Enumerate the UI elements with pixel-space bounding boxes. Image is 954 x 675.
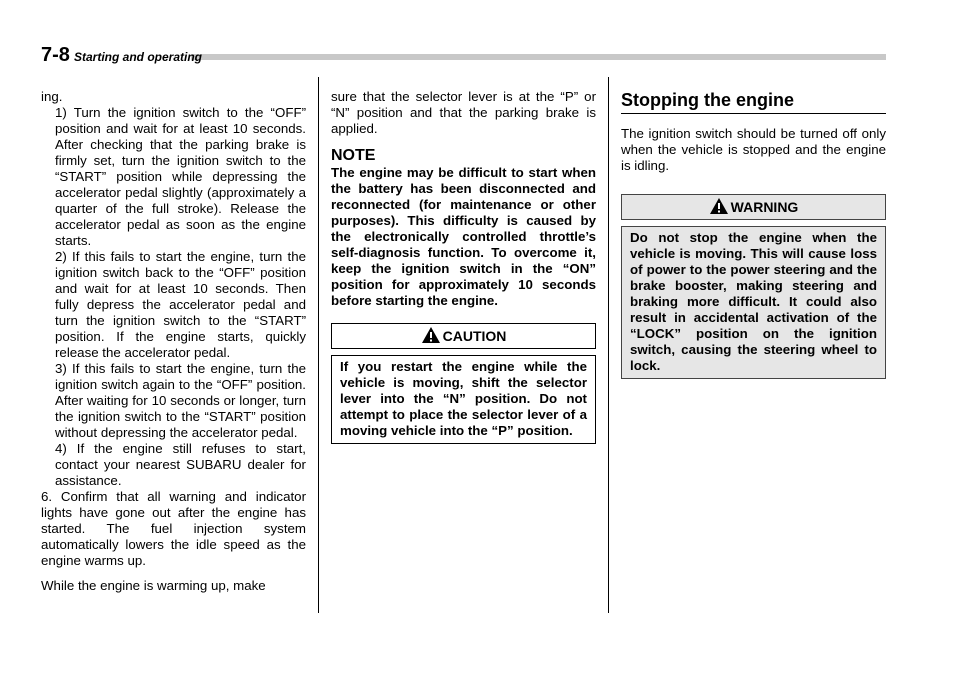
- continuation-text: ing.: [41, 89, 63, 104]
- warming-up-paragraph: While the engine is warming up, make: [41, 578, 266, 593]
- column-divider-2: [608, 77, 609, 613]
- caution-label: CAUTION: [442, 328, 507, 344]
- warning-header: [621, 194, 886, 220]
- warning-label: WARNING: [730, 199, 799, 215]
- caution-header: [331, 323, 596, 349]
- page-header: [41, 44, 886, 66]
- note-heading: NOTE: [331, 147, 376, 164]
- left-column: [41, 89, 306, 594]
- warning-body: Do not stop the engine when the vehicle is moving. This will cause loss of power to the power steering and the brake booster, making steering and braking more difficult. It could also result in accidental activation of the “LOCK” position on the ignition switch, causing the steering wheel to lock.: [621, 226, 886, 379]
- step-1: 1) Turn the ignition switch to the “OFF” position and wait for at least 10 seconds. After checking that the parking brake is firmly set, turn the ignition switch to the “START” position while depressing the accelerator pedal slightly (approximately a quarter of the full stroke). Release the accelerator pedal as soon as the engine starts.: [55, 105, 306, 248]
- caution-body: If you restart the engine while the vehicle is moving, shift the selector lever into the “N” position. Do not attempt to place the selector lever of a moving vehicle into the “P” position.: [331, 355, 596, 444]
- section-title: Starting and operating: [74, 50, 203, 64]
- header-bar: [191, 54, 886, 60]
- stopping-engine-body: The ignition switch should be turned off only when the vehicle is stopped and the engine is idling.: [621, 126, 886, 173]
- right-column: [621, 89, 886, 379]
- warning-triangle-icon: [709, 197, 729, 218]
- step-2: 2) If this fails to start the engine, turn the ignition switch back to the “OFF” position and wait for at least 10 seconds. Then fully depress the accelerator pedal and turn the ignition switch to the “START” position. If the engine starts, quickly release the accelerator pedal.: [55, 249, 306, 360]
- note-body: The engine may be difficult to start when the battery has been disconnected and reconnected (for maintenance or other purposes). This difficulty is caused by the electronically controlled throttle’s self-diagnosis function. To overcome it, keep the ignition switch in the “ON” position for approximately 10 seconds before starting the engine.: [331, 165, 596, 308]
- paragraph-6: 6. Confirm that all warning and indicator lights have gone out after the engine has started. The fuel injection system automatically lowers the idle speed as the engine warms up.: [41, 489, 306, 568]
- column-divider-1: [318, 77, 319, 613]
- warning-triangle-icon: [421, 326, 441, 347]
- stopping-engine-title: Stopping the engine: [621, 89, 886, 114]
- step-3: 3) If this fails to start the engine, turn the ignition switch again to the “OFF” position. After waiting for 10 seconds or longer, turn the ignition switch to the “START” position without depressing the accelerator pedal.: [55, 361, 306, 440]
- page-number: 7-8: [41, 44, 70, 66]
- continuation-text: sure that the selector lever is at the “P” or “N” position and that the parking brake is applied.: [331, 89, 596, 136]
- step-4: 4) If the engine still refuses to start, contact your nearest SUBARU dealer for assistance.: [55, 441, 306, 488]
- middle-column: [331, 89, 596, 444]
